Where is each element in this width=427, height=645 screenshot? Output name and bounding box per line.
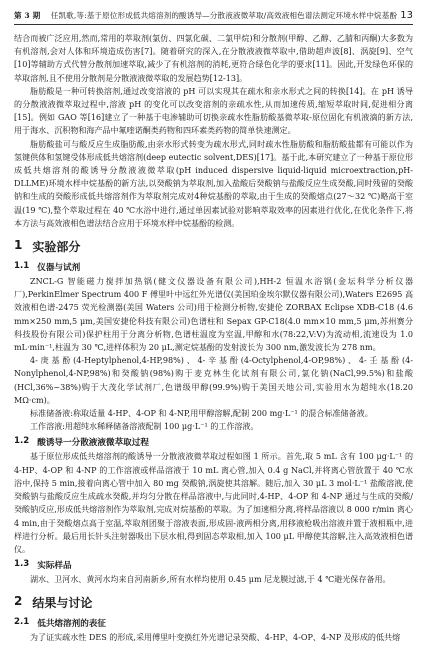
subsection-heading	[14, 617, 413, 629]
body-paragraph: 4-庚基酚(4-Heptylphenol,4-HP,98%)、4-辛基酚(4-Octylphenol,4-OP,98%)、4-壬基酚(4-Nonylphenol,4-NP,98%)和癸酸钠(98%)购于麦克林生化试剂有限公司,氯化钠(NaCl,99.5%)和盐酸(HCl,36%~38%)购于大茂化学试剂厂,色谱级甲醇(99.9%)购于美国天地公司,实验用水为超纯水(18.20 MΩ·cm)。	[14, 356, 413, 405]
subsection-number: 2.1	[14, 617, 30, 628]
subsection-title: 仪器与试剂	[37, 263, 81, 274]
section-heading	[14, 238, 413, 255]
subsection-number: 1.2	[14, 436, 30, 447]
section-number: 1	[14, 238, 23, 253]
issue-number: 第 3 期	[14, 11, 41, 20]
section-number: 2	[14, 594, 23, 609]
body-paragraph: 为了证实疏水性 DES 的形成,采用傅里叶变换红外光谱记录癸酸、4-HP、4-OP、4-NP 及形成的低共熔	[30, 633, 401, 643]
section-title: 结果与讨论	[32, 596, 93, 611]
running-header-left	[14, 10, 397, 21]
subsection-number: 1.3	[14, 559, 30, 570]
subsection-heading	[14, 261, 413, 273]
subsection-title: 酸诱导一分散液液微萃取过程	[37, 438, 149, 449]
section-title: 实验部分	[32, 240, 81, 255]
running-header	[14, 10, 413, 25]
page-number: 13	[400, 10, 413, 21]
subsection-heading	[14, 559, 413, 571]
intro-paragraph: 结合而被广泛应用,然而,常用的萃取剂(氯仿、四氯化碳、二氯甲烷)和分散剂(甲醇、乙醇、乙腈和丙酮)大多数为有机溶剂,会对人体和环境造成伤害[7]。随着研究的深入,在分散液液微萃取中,借助超声波[8]、涡旋[9]、空气[10]等辅助方式代替分散剂加速萃取,减少了有机溶剂的消耗,更符合绿色化学的要求[11]。因此,开发绿色环保的萃取溶剂,且不使用分散剂是分散液液微萃取的发展趋势[12-13]。	[14, 34, 413, 83]
body-paragraph: 工作溶液:用超纯水稀释储备溶液配制 100 μg·L⁻¹ 的工作溶液。	[30, 422, 259, 432]
subsection-number: 1.1	[14, 261, 30, 272]
body-paragraph: ZNCL-G 智能磁力搅拌加热锅(健文仪器设备有限公司),HH-2 恒温水浴锅(金坛科学分析仪器厂),PerkinElmer Spectrum 400 F 傅里叶中远红外光谱仪(美国珀金埃尔默仪器有限公司),Waters E2695 高效液相色谱-2475 荧光检测器(美国 Waters 公司)用于检测分析物,安捷伦 ZORBAX Eclipse XDB-C18 (4.6 mm×250 mm,5 μm,美国安捷伦科技有限公司)色谱柱和 Sepax GP-C18(4.0 mm×10 mm,5 μm,苏州赛分科技股份有限公司)保护柱用于分离分析物,色谱柱温度为室温,甲醇和水(78:22,V:V)为流动相,流速设为 1.0 mL·min⁻¹,柱温为 30 ℃,进样体积为 20 μL,测定烷基酚的发射波长为 300 nm,激发波长为 278 nm。	[14, 277, 413, 353]
intro-paragraph: 脂肪酸盐可与酸反应生成脂肪酸,由亲水形式转变为疏水形式,同时疏水性脂肪酸和脂肪酸盐都有可能以作为氢键供体和氢键受体形成低共熔溶剂(deep eutectic solvent,DES)[17]。基于此,本研究建立了一种基于原位形成低共熔溶剂的酸诱导分散液液微萃取(pH induced dispersive liquid-liquid microextraction,pH-DLLME)环境水样中烷基酚的新方法,以癸酸钠为萃取剂,加入盐酸后癸酸钠与盐酸反应生成癸酸,同时残留的癸酸钠和生成的癸酸形成低共熔溶剂作为萃取剂完成对4种烷基酚的萃取,由于生成的癸酸熔点(27～32 ℃)略高于室温(19 ℃),整个萃取过程在 40 ℃水浴中进行,通过单因素试验对影响萃取效率的因素进行优化,在优化条件下,将本方法与高效液相色谱法结合应用于环境水样中烷基酚的检测。	[14, 139, 413, 228]
subsection-title: 实际样品	[37, 561, 72, 572]
body-paragraph: 湖水、卫河水、黄河水均来自河南新乡,所有水样均使用 0.45 μm 尼龙膜过滤,于 4 ℃避光保存备用。	[30, 575, 391, 585]
body-paragraph: 基于原位形成低共熔溶剂的酸诱导一分散液液微萃取过程如图 1 所示。首先,取 5 mL 含有 100 μg·L⁻¹ 的 4-HP、4-OP 和 4-NP 的工作溶液或样品溶液于 10 mL 离心管,加入 0.4 g NaCl,并将离心管放置于 40 ℃水浴中,保持 5 min,接着向离心管中加入 80 mg 癸酸钠,涡旋使其溶解。随后,加入 30 μL 3 mol·L⁻¹ 盐酸溶液,使癸酸钠与盐酸反应生成疏水癸酸,并均匀分散在样品溶液中,与此同时,4-HP、4-OP 和 4-NP 通过与生成的癸酸/癸酸钠反应,形成低共熔溶剂作为萃取剂,完成对烷基酚的萃取。为了加速相分离,将样品溶液以 8 000 r/min 离心 4 min,由于癸酸熔点高于室温,萃取剂团聚于溶液表面,形成固-液两相分离,用移液枪吸出溶液并置于液相瓶中,进样进行分析。最后用长针头注射器吸出下层水相,得到固态萃取相,加入 100 μL 甲醇使其溶解,注入高效液相色谱仪。	[14, 452, 413, 554]
intro-paragraph: 脂肪酸是一种可转换溶剂,通过改变溶液的 pH 可以实现其在疏水和亲水形式之间的转换[14]。在 pH 诱导的分散液液微萃取过程中,溶液 pH 的变化可以改变溶剂的亲疏水性,从而加速传质,缩短萃取时间,促进相分离[15]。例如 GAO 等[16]建立了一种基于电渗辅助可切换亲疏水性脂肪酸基微萃取-原位固化有机液滴的新方法,用于海水、沉积物和海产品中氟喹诺酮类药物和四环素类药物的简单快速测定。	[14, 86, 413, 136]
subsection-heading	[14, 436, 413, 448]
running-title: 任凯歌,等:基于原位形成低共熔溶剂的酸诱导—分散液液微萃取/高效液相色谱法测定环境水样中烷基酚	[50, 11, 398, 20]
body-paragraph: 标准储备液:称取适量 4-HP、4-OP 和 4-NP,用甲醇溶解,配制 200 mg·L⁻¹ 的混合标准储备液。	[30, 409, 373, 419]
section-heading	[14, 594, 413, 611]
subsection-title: 低共熔溶剂的表征	[37, 619, 106, 630]
